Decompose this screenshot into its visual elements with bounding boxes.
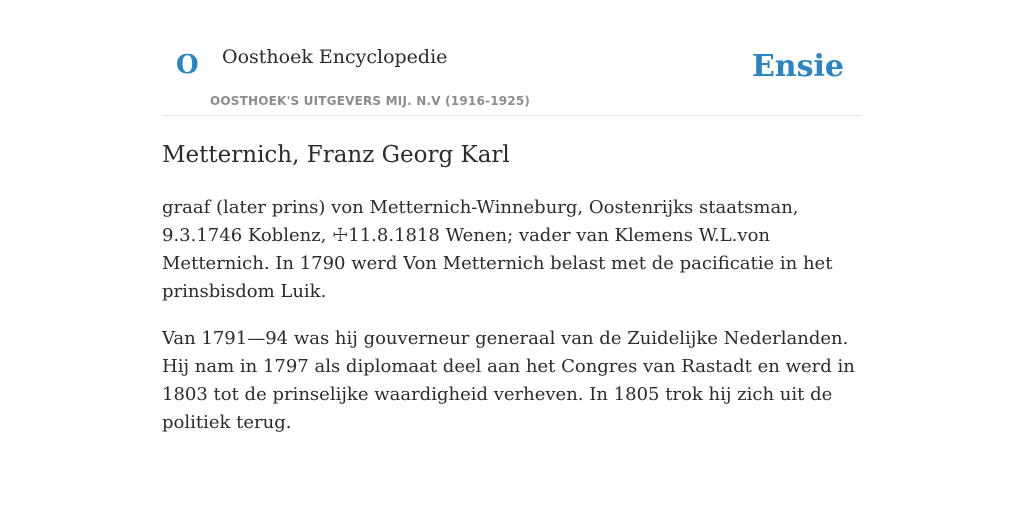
entry-title: Metternich, Franz Georg Karl	[162, 142, 510, 168]
source-logo[interactable]: O	[176, 50, 199, 80]
entry-paragraph: graaf (later prins) von Metternich-Winneburg, Oostenrijks staatsman, 9.3.1746 Koblenz, ☩11.8.1818 Wenen; vader van Klemens W.L.von Metternich. In 1790 werd Von Metternich belast met de pacificatie in het prinsbisdom Luik.	[162, 197, 833, 302]
source-title[interactable]: Oosthoek Encyclopedie	[222, 46, 448, 68]
source-subtitle: OOSTHOEK'S UITGEVERS MIJ. N.V (1916-1925)	[210, 94, 531, 108]
entry-paragraph: Van 1791—94 was hij gouverneur generaal van de Zuidelijke Nederlanden. Hij nam in 1797 als diplomaat deel aan het Congres van Rastadt en werd in 1803 tot de prinselijke waardigheid verheven. In 1805 trok hij zich uit de politiek terug.	[162, 328, 855, 433]
article-page	[162, 0, 862, 437]
ensie-brand-link[interactable]: Ensie	[751, 49, 844, 84]
source-header	[162, 0, 862, 116]
